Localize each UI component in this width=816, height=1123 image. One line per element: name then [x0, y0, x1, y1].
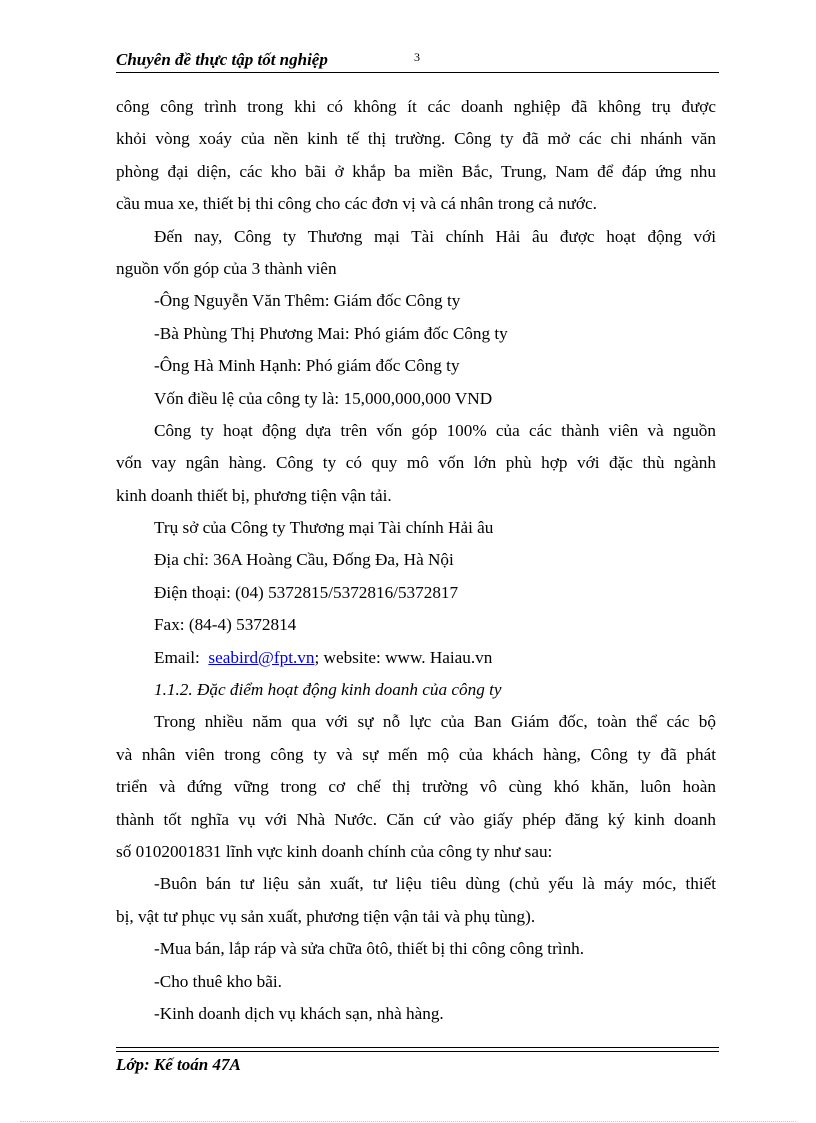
page-edge-divider	[20, 1121, 796, 1122]
footer-class-label: Lớp: Kế toán 47A	[116, 1055, 241, 1074]
body-line: Trụ sở của Công ty Thương mại Tài chính Hải âu	[154, 518, 494, 538]
body-line: kinh doanh thiết bị, phương tiện vận tải.	[116, 485, 392, 505]
list-item: -Ông Nguyễn Văn Thêm: Giám đốc Công ty	[154, 291, 461, 311]
list-item: -Cho thuê kho bãi.	[154, 971, 282, 991]
email-line	[116, 642, 716, 674]
body-line: vốn vay ngân hàng. Công ty có quy mô vốn lớn phù hợp với đặc thù ngành	[116, 453, 716, 473]
page-header	[116, 46, 719, 73]
body-line: nguồn vốn góp của 3 thành viên	[116, 258, 337, 278]
email-link[interactable]: seabird@fpt.vn	[208, 647, 315, 667]
body-line: khỏi vòng xoáy của nền kinh tế thị trường. Công ty đã mở các chi nhánh văn	[116, 129, 716, 149]
list-item: -Kinh doanh dịch vụ khách sạn, nhà hàng.	[154, 1003, 444, 1023]
section-heading: 1.1.2. Đặc điểm hoạt động kinh doanh của công ty	[154, 680, 502, 700]
document-body	[116, 91, 716, 1030]
body-line: bị, vật tư phục vụ sản xuất, phương tiện vận tải và phụ tùng).	[116, 906, 536, 926]
body-line: Vốn điều lệ của công ty là: 15,000,000,000 VND	[154, 388, 493, 408]
body-line: triển và đứng vững trong cơ chế thị trường vô cùng khó khăn, luôn hoàn	[116, 777, 716, 797]
list-item: -Ông Hà Minh Hạnh: Phó giám đốc Công ty	[154, 356, 460, 376]
address-line: Địa chỉ: 36A Hoàng Cầu, Đống Đa, Hà Nội	[154, 550, 454, 570]
header-title: Chuyên đề thực tập tốt nghiệp	[116, 50, 328, 69]
body-line: Trong nhiều năm qua với sự nỗ lực của Ban Giám đốc, toàn thể các bộ	[154, 712, 716, 732]
email-label: Email:	[154, 647, 200, 667]
list-item: -Buôn bán tư liệu sản xuất, tư liệu tiêu dùng (chủ yếu là máy móc, thiết	[154, 874, 716, 894]
body-line: công công trình trong khi có không ít các doanh nghiệp đã không trụ được	[116, 97, 716, 116]
body-line: cầu mua xe, thiết bị thi công cho các đơn vị và cá nhân trong cả nước.	[116, 194, 597, 214]
list-item: -Bà Phùng Thị Phương Mai: Phó giám đốc Công ty	[154, 323, 508, 343]
body-line: phòng đại diện, các kho bãi ở khắp ba miền Bắc, Trung, Nam để đáp ứng nhu	[116, 161, 716, 181]
website-text: ; website: www. Haiau.vn	[314, 647, 493, 667]
body-line: Đến nay, Công ty Thương mại Tài chính Hải âu được hoạt động với	[154, 226, 716, 246]
footer-divider	[116, 1047, 719, 1052]
body-line: thành tốt nghĩa vụ với Nhà Nước. Căn cứ vào giấy phép đăng ký kinh doanh	[116, 809, 716, 829]
list-item: -Mua bán, lắp ráp và sửa chữa ôtô, thiết bị thi công công trình.	[154, 939, 585, 959]
fax-line: Fax: (84-4) 5372814	[154, 615, 297, 635]
body-line: số 0102001831 lĩnh vực kinh doanh chính của công ty như sau:	[116, 841, 553, 861]
phone-line: Điện thoại: (04) 5372815/5372816/5372817	[154, 582, 459, 602]
page-number: 3	[414, 50, 420, 64]
body-line: và nhân viên trong công ty và sự mến mộ của khách hàng, Công ty đã phát	[116, 744, 716, 764]
body-line: Công ty hoạt động dựa trên vốn góp 100% của các thành viên và nguồn	[154, 420, 716, 440]
